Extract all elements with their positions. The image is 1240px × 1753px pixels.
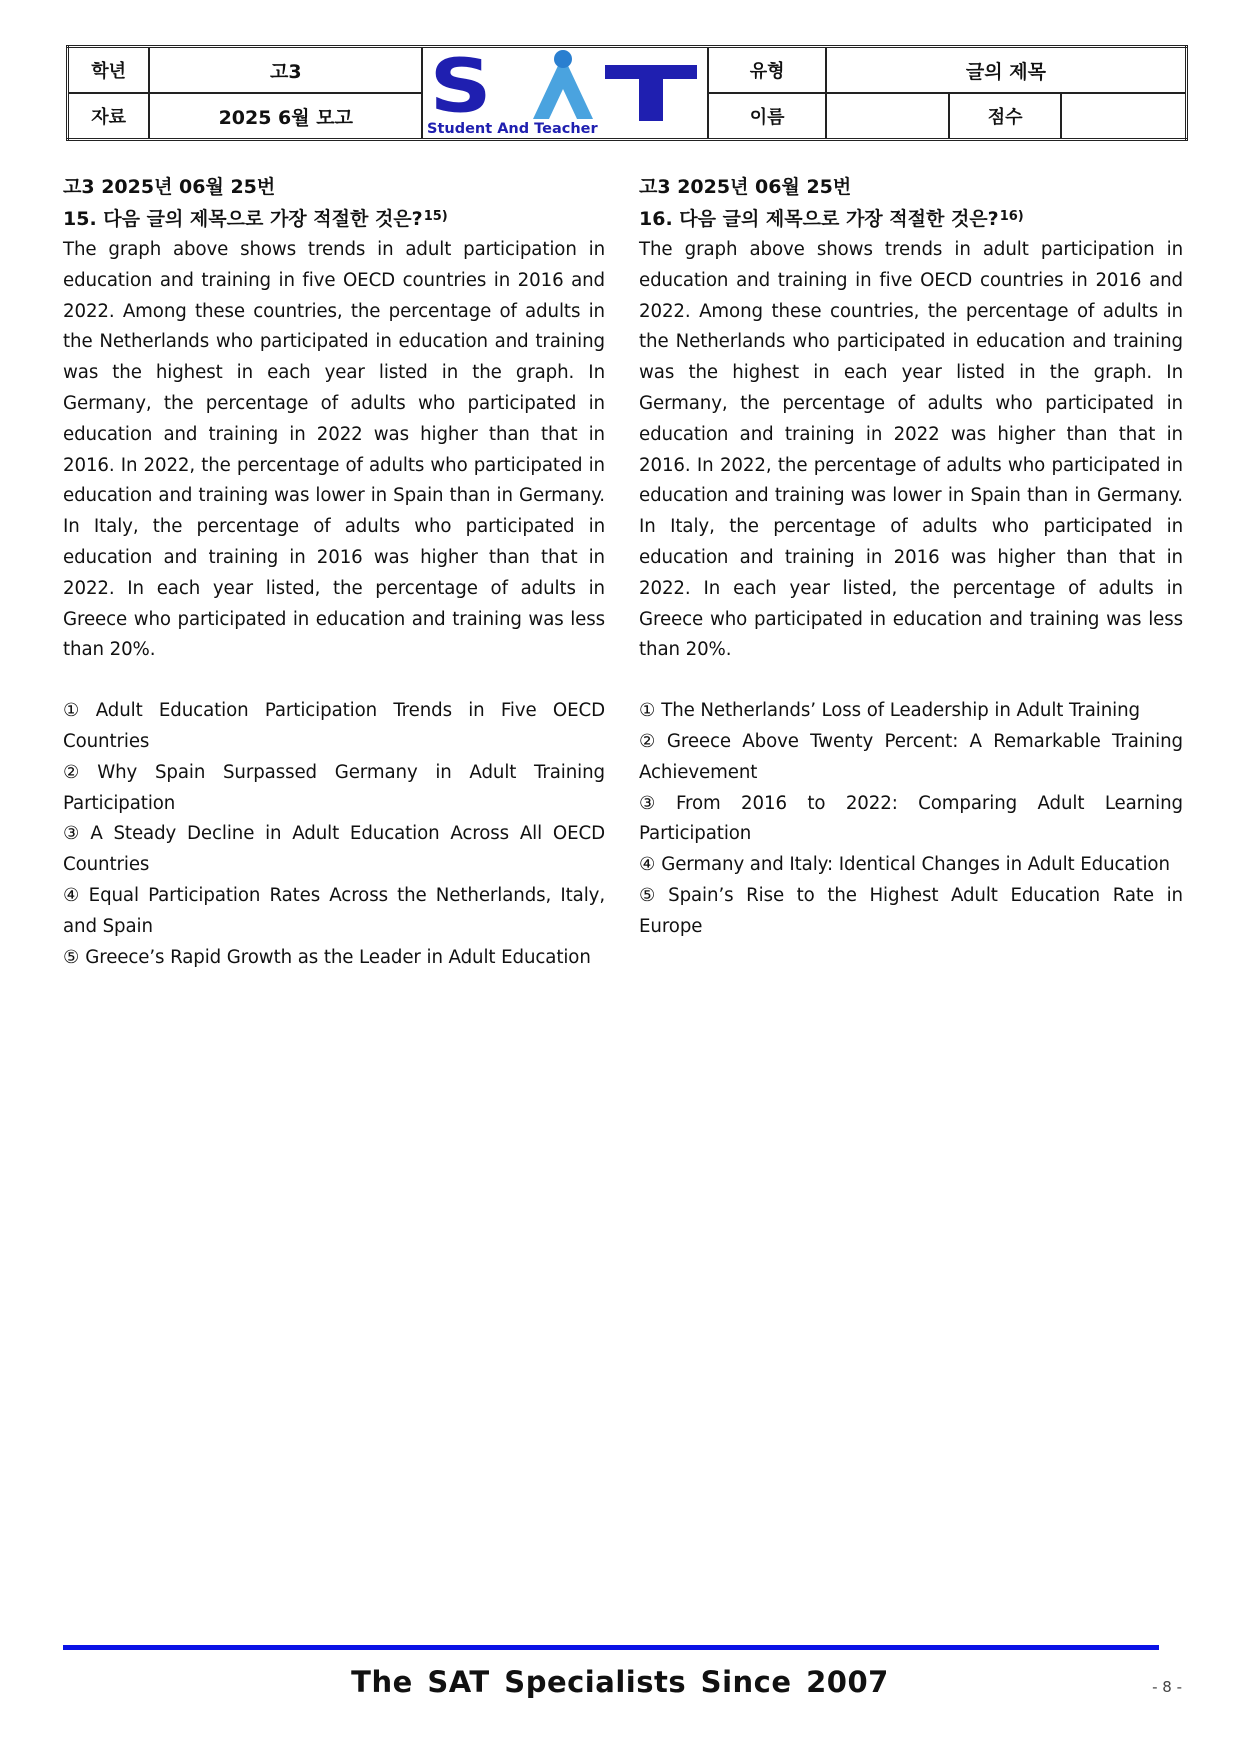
- option-text: Greece’s Rapid Growth as the Leader in Adult Education: [85, 946, 591, 968]
- logo-cell: [422, 47, 708, 140]
- header-table: [66, 45, 1188, 141]
- option-number: ⑤: [639, 884, 663, 906]
- type-value: 글의 제목: [826, 47, 1187, 94]
- answer-option[interactable]: [639, 850, 1183, 881]
- answer-option[interactable]: [63, 881, 605, 943]
- question-15: [63, 172, 605, 973]
- answer-option[interactable]: [63, 819, 605, 881]
- option-number: ①: [639, 700, 656, 722]
- question-title: [63, 202, 605, 234]
- answer-option[interactable]: [63, 696, 605, 758]
- option-number: ④: [639, 854, 656, 876]
- option-text: Spain’s Rise to the Highest Adult Education Rate in Europe: [639, 884, 1183, 937]
- footnote-marker: 15): [423, 209, 448, 224]
- passage: The graph above shows trends in adult participation in education and training in five OECD countries in 2016 and 2022. Among these countries, the percentage of adults in the Netherlands who participated in education and training was the highest in each year listed in the graph. In Germany, the percentage of adults who participated in education and training in 2022 was higher than that in 2016. In 2022, the percentage of adults who participated in education and training was lower in Spain than in Germany. In Italy, the percentage of adults who participated in education and training in 2016 was higher than that in 2022. In each year listed, the percentage of adults in Greece who participated in education and training was less than 20%.: [63, 239, 605, 661]
- option-number: ①: [63, 700, 90, 722]
- logo-letter-t: [605, 65, 697, 121]
- passage: The graph above shows trends in adult participation in education and training in five OECD countries in 2016 and 2022. Among these countries, the percentage of adults in the Netherlands who participated in education and training was the highest in each year listed in the graph. In Germany, the percentage of adults who participated in education and training in 2022 was higher than that in 2016. In 2022, the percentage of adults who participated in education and training was lower in Spain than in Germany. In Italy, the percentage of adults who participated in education and training in 2016 was higher than that in 2022. In each year listed, the percentage of adults in Greece who participated in education and training was less than 20%.: [639, 239, 1183, 661]
- footer-divider: [63, 1645, 1159, 1650]
- question-title: [639, 202, 1183, 234]
- score-field[interactable]: [1061, 93, 1187, 140]
- answer-options: [63, 696, 605, 973]
- question-source: 고3 2025년 06월 25번: [63, 176, 276, 198]
- option-number: ②: [639, 730, 661, 752]
- option-text: Adult Education Participation Trends in Five OECD Countries: [63, 700, 605, 752]
- option-number: ③: [63, 823, 85, 845]
- logo-letter-a: [533, 50, 593, 119]
- type-label: 유형: [708, 47, 826, 94]
- option-number: ③: [639, 792, 670, 814]
- option-text: Equal Participation Rates Across the Netherlands, Italy, and Spain: [63, 884, 605, 937]
- option-number: ②: [63, 761, 92, 783]
- name-label: 이름: [708, 93, 826, 140]
- option-text: Why Spain Surpassed Germany in Adult Training Participation: [63, 761, 605, 814]
- score-label: 점수: [949, 93, 1061, 140]
- page-number: - 8 -: [1152, 1678, 1182, 1696]
- footnote-marker: 16): [999, 209, 1024, 224]
- question-title-text: 15. 다음 글의 제목으로 가장 적절한 것은?: [63, 208, 423, 230]
- name-field[interactable]: [826, 93, 949, 140]
- option-text: Germany and Italy: Identical Changes in Adult Education: [661, 854, 1170, 876]
- option-number: ⑤: [63, 946, 80, 968]
- option-text: From 2016 to 2022: Comparing Adult Learning Participation: [639, 792, 1183, 845]
- question-source: 고3 2025년 06월 25번: [639, 176, 852, 198]
- source-label: 자료: [68, 93, 150, 140]
- answer-options: [639, 696, 1183, 942]
- answer-option[interactable]: [63, 758, 605, 820]
- grade-value: 고3: [149, 47, 422, 94]
- answer-option[interactable]: [639, 881, 1183, 943]
- answer-option[interactable]: [639, 696, 1183, 727]
- option-number: ④: [63, 884, 83, 906]
- sat-logo: [423, 49, 707, 137]
- option-text: A Steady Decline in Adult Education Across All OECD Countries: [63, 823, 605, 876]
- footer-slogan: The SAT Specialists Since 2007: [351, 1665, 889, 1699]
- question-16: [639, 172, 1183, 943]
- logo-letter-s: S: [429, 49, 493, 129]
- logo-tagline: Student And Teacher: [427, 121, 598, 137]
- question-title-text: 16. 다음 글의 제목으로 가장 적절한 것은?: [639, 208, 999, 230]
- option-text: The Netherlands’ Loss of Leadership in Adult Training: [661, 700, 1140, 722]
- answer-option[interactable]: [639, 727, 1183, 789]
- grade-label: 학년: [68, 47, 150, 94]
- sat-logo-graphic: [423, 49, 707, 137]
- answer-option[interactable]: [63, 943, 605, 974]
- source-value: 2025 6월 모고: [149, 93, 422, 140]
- answer-option[interactable]: [639, 789, 1183, 851]
- option-text: Greece Above Twenty Percent: A Remarkable Training Achievement: [639, 730, 1183, 783]
